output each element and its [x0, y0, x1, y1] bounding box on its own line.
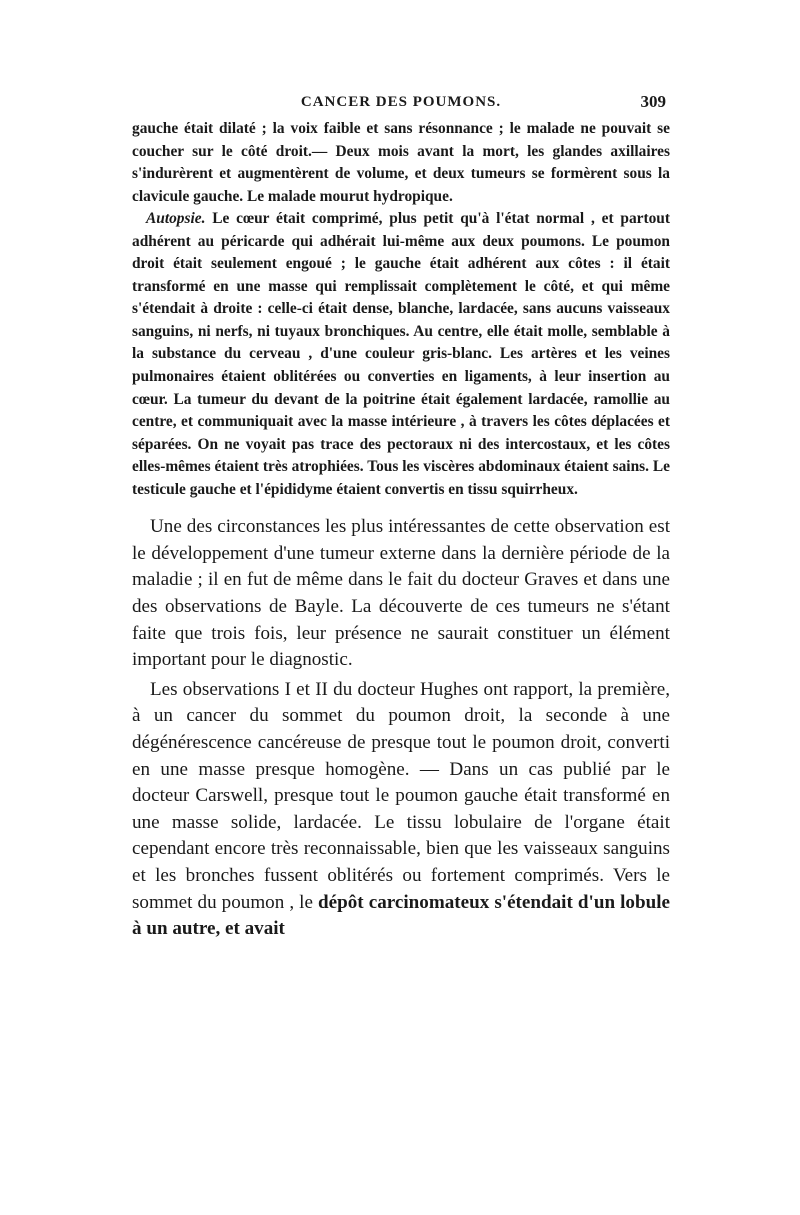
page-header: [132, 88, 670, 118]
commentary-paragraph-2-text: Les observations I et II du docteur Hughes ont rapport, la première, à un cancer du sommet du poumon droit, la seconde à une dégénérescence cancéreuse de presque tout le poumon droit, converti en une masse presque homogène. — Dans un cas publié par le docteur Carswell, presque tout le poumon gauche était transformé en une masse solide, lardacée. Le tissu lobulaire de l'organe était cependant encore très reconnaissable, bien que les vaisseaux sanguins et les bronches fussent oblitérés ou fortement comprimés. Vers le sommet du poumon , le: [132, 678, 670, 913]
autopsy-text: Le cœur était comprimé, plus petit qu'à l'état normal , et partout adhérent au péricarde qui adhérait lui-même aux deux poumons. Le poumon droit était seulement engoué ; le gauche était adhérent aux côtes : il était transformé en une masse qui remplissait complètement le côté, et qui même s'étendait à droite : celle-ci était dense, blanche, lardacée, sans aucuns vaisseaux sanguins, ni nerfs, ni tuyaux bronchiques. Au centre, elle était molle, semblable à la substance du cerveau , d'une couleur gris-blanc. Les artères et les veines pulmonaires étaient oblitérées ou converties en ligaments, à leur insertion au cœur. La tumeur du devant de la poitrine était également lardacée, ramollie au centre, et communiquait avec la masse intérieure , à travers les côtes déplacées et séparées. On ne voyait pas trace des pectoraux ni des intercostaux, et les côtes elles-mêmes étaient très atrophiées. Tous les viscères abdominaux étaient sains. Le testicule gauche et l'épididyme étaient convertis en tissu squirrheux.: [132, 210, 670, 498]
autopsy-paragraph: [132, 208, 670, 501]
running-title: CANCER DES POUMONS.: [300, 94, 502, 110]
autopsy-label: Autopsie.: [146, 210, 206, 228]
commentary: [132, 514, 670, 943]
case-report: [132, 118, 670, 501]
commentary-paragraph-1: Une des circonstances les plus intéressantes de cette observation est le développement d'une tumeur externe dans la dernière période de la maladie ; il en fut de même dans le fait du docteur Graves et dans une des observations de Bayle. La découverte de ces tumeurs ne s'étant faite que trois fois, leur présence ne saurait constituer un élément important pour le diagnostic.: [132, 516, 670, 671]
commentary-last-line: dépôt carcinomateux s'étendait d'un lobule à un autre, et avait: [132, 891, 670, 940]
book-page: [132, 88, 670, 943]
page-number: 309: [640, 92, 666, 111]
commentary-paragraph-2: [132, 677, 670, 943]
case-continuation: gauche était dilaté ; la voix faible et sans résonnance ; le malade ne pouvait se coucher sur le côté droit.— Deux mois avant la mort, les glandes axillaires s'indurèrent et augmentèrent de volume, et deux tumeurs se formèrent sous la clavicule gauche. Le malade mourut hydropique.: [132, 120, 670, 205]
